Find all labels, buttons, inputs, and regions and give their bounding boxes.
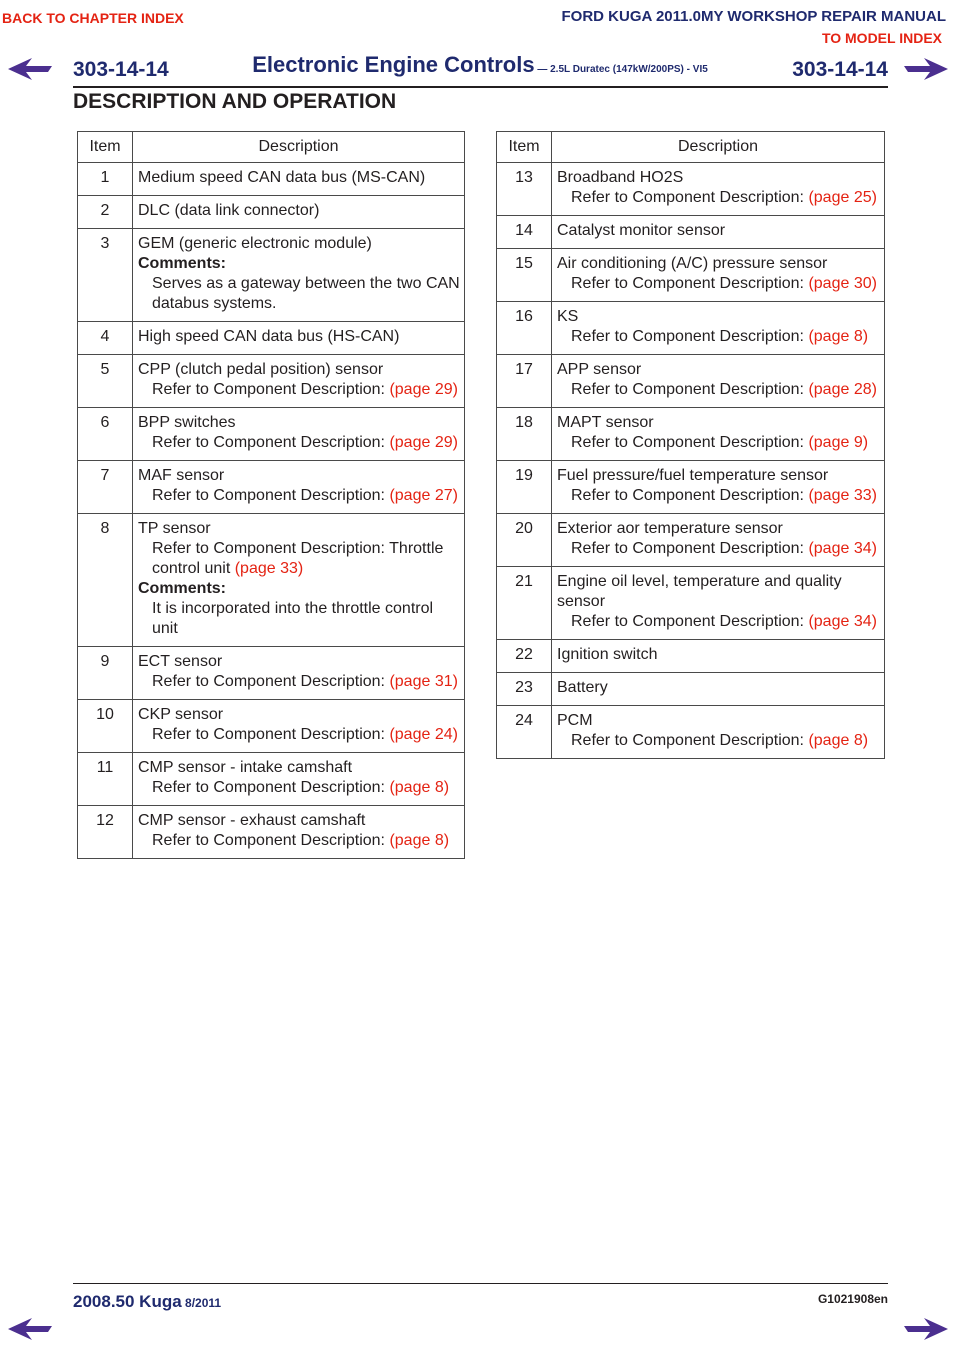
reference-text: Refer to Component Description: (571, 328, 809, 345)
column-header-description: Description (552, 132, 885, 163)
table-row (78, 461, 465, 514)
page-reference-link[interactable]: (page 33) (234, 560, 304, 577)
component-reference (138, 486, 460, 506)
back-to-chapter-index-link[interactable]: BACK TO CHAPTER INDEX (2, 10, 184, 26)
item-description-cell (552, 461, 885, 514)
comments-label: Comments: (138, 580, 227, 597)
reference-text: Refer to Component Description: (152, 381, 390, 398)
item-description: High speed CAN data bus (HS-CAN) (138, 328, 400, 345)
item-description-cell (133, 322, 465, 355)
page-reference-link[interactable]: (page 24) (389, 726, 458, 743)
column-header-item: Item (497, 132, 552, 163)
item-number: 21 (497, 567, 552, 640)
component-reference (557, 539, 880, 559)
page-reference-link[interactable]: (page 29) (389, 434, 458, 451)
reference-text: Refer to Component Description: (152, 832, 390, 849)
table-body-right (497, 163, 885, 759)
reference-text: Refer to Component Description: (571, 381, 809, 398)
item-number: 1 (78, 163, 133, 196)
page-reference-link[interactable]: (page 9) (808, 434, 869, 451)
comment-text: It is incorporated into the throttle control unit (152, 600, 434, 637)
footer-model (73, 1292, 221, 1312)
reference-text: Refer to Component Description: (152, 487, 390, 504)
item-description-cell (133, 163, 465, 196)
description-table-left (77, 131, 465, 859)
component-reference (557, 486, 880, 506)
table-row (497, 408, 885, 461)
item-description: ECT sensor (138, 653, 223, 670)
item-description: Battery (557, 679, 608, 696)
item-description-cell (133, 806, 465, 859)
item-description: Medium speed CAN data bus (MS-CAN) (138, 169, 426, 186)
item-description: CKP sensor (138, 706, 224, 723)
component-reference (557, 731, 880, 751)
component-reference (138, 433, 460, 453)
footer-model-name: 2008.50 Kuga (73, 1292, 182, 1311)
table-row (78, 355, 465, 408)
item-description-cell (133, 700, 465, 753)
item-number: 19 (497, 461, 552, 514)
table-row (497, 163, 885, 216)
page-reference-link[interactable]: (page 27) (389, 487, 458, 504)
table-row (78, 753, 465, 806)
item-description: DLC (data link connector) (138, 202, 320, 219)
item-description: Fuel pressure/fuel temperature sensor (557, 467, 829, 484)
page-number-right: 303-14-14 (792, 58, 888, 81)
page-reference-link[interactable]: (page 34) (808, 613, 877, 630)
item-number: 15 (497, 249, 552, 302)
table-row (497, 355, 885, 408)
table-row (497, 249, 885, 302)
item-description-cell (133, 355, 465, 408)
item-number: 16 (497, 302, 552, 355)
item-description: MAF sensor (138, 467, 225, 484)
item-description-cell (133, 514, 465, 647)
item-description: Catalyst monitor sensor (557, 222, 726, 239)
table-row (497, 216, 885, 249)
reference-text: Refer to Component Description: (152, 434, 390, 451)
item-description: MAPT sensor (557, 414, 654, 431)
footer-divider (73, 1283, 888, 1284)
item-number: 9 (78, 647, 133, 700)
item-number: 11 (78, 753, 133, 806)
table-row (497, 640, 885, 673)
component-reference (557, 327, 880, 347)
item-description: Engine oil level, temperature and quality sensor (557, 573, 842, 610)
table-row (78, 229, 465, 322)
item-description: APP sensor (557, 361, 642, 378)
item-description-cell (552, 249, 885, 302)
column-header-description: Description (133, 132, 465, 163)
reference-text: Refer to Component Description: (152, 673, 390, 690)
reference-text: Refer to Component Description: (571, 275, 809, 292)
reference-text: Refer to Component Description: (152, 779, 390, 796)
item-description-cell (133, 647, 465, 700)
component-reference (557, 380, 880, 400)
item-description-cell (133, 461, 465, 514)
page-reference-link[interactable]: (page 33) (808, 487, 877, 504)
item-description-cell (133, 196, 465, 229)
table-row (497, 706, 885, 759)
table-row (78, 163, 465, 196)
page-heading: DESCRIPTION AND OPERATION (73, 90, 397, 113)
section-title-subtitle: — 2.5L Duratec (147kW/200PS) - VI5 (534, 64, 708, 75)
item-description: CMP sensor - exhaust camshaft (138, 812, 366, 829)
item-description-cell (552, 514, 885, 567)
item-description-cell (552, 216, 885, 249)
item-description-cell (133, 229, 465, 322)
item-number: 6 (78, 408, 133, 461)
item-number: 18 (497, 408, 552, 461)
reference-text: Refer to Component Description: (571, 732, 809, 749)
item-number: 10 (78, 700, 133, 753)
item-number: 8 (78, 514, 133, 647)
manual-title: FORD KUGA 2011.0MY WORKSHOP REPAIR MANUAL (561, 8, 946, 25)
page-reference-link[interactable]: (page 8) (389, 832, 450, 849)
item-description: PCM (557, 712, 593, 729)
page-reference-link[interactable]: (page 8) (808, 732, 869, 749)
item-description: Air conditioning (A/C) pressure sensor (557, 255, 828, 272)
item-description-cell (552, 355, 885, 408)
item-number: 24 (497, 706, 552, 759)
component-reference (138, 778, 460, 798)
table-row (78, 196, 465, 229)
item-number: 17 (497, 355, 552, 408)
reference-text: Refer to Component Description: (571, 540, 809, 557)
component-reference (557, 433, 880, 453)
item-number: 20 (497, 514, 552, 567)
component-reference (138, 672, 460, 692)
item-description: BPP switches (138, 414, 236, 431)
item-number: 2 (78, 196, 133, 229)
description-table-right (496, 131, 885, 759)
reference-text: Refer to Component Description: (571, 189, 809, 206)
table-row (78, 322, 465, 355)
component-reference (138, 831, 460, 851)
item-number: 22 (497, 640, 552, 673)
item-number: 4 (78, 322, 133, 355)
column-header-item: Item (78, 132, 133, 163)
footer-date: 8/2011 (181, 1296, 222, 1310)
next-page-arrow-icon[interactable] (904, 1318, 948, 1340)
item-number: 7 (78, 461, 133, 514)
item-description-cell (133, 408, 465, 461)
page-number-left: 303-14-14 (73, 58, 169, 81)
page-reference-link[interactable]: (page 31) (389, 673, 458, 690)
page-reference-link[interactable]: (page 30) (808, 275, 877, 292)
item-description-cell (133, 753, 465, 806)
page-reference-link[interactable]: (page 28) (808, 381, 877, 398)
page-reference-link[interactable]: (page 29) (389, 381, 458, 398)
item-number: 23 (497, 673, 552, 706)
table-row (497, 673, 885, 706)
component-reference (138, 539, 460, 579)
previous-page-arrow-icon[interactable] (8, 1318, 52, 1340)
reference-text: Refer to Component Description: (152, 726, 390, 743)
item-number: 5 (78, 355, 133, 408)
item-description: CPP (clutch pedal position) sensor (138, 361, 384, 378)
item-description: Exterior aor temperature sensor (557, 520, 783, 537)
item-number: 12 (78, 806, 133, 859)
footer-document-code: G1021908en (817, 1292, 888, 1306)
component-reference (138, 725, 460, 745)
item-description-cell (552, 408, 885, 461)
table-body-left (78, 163, 465, 859)
item-description: TP sensor (138, 520, 211, 537)
reference-text: Refer to Component Description: (571, 613, 809, 630)
table-row (78, 408, 465, 461)
item-description-cell (552, 673, 885, 706)
table-row (78, 647, 465, 700)
reference-text: Refer to Component Description: Throttle control unit (152, 540, 444, 577)
item-description: CMP sensor - intake camshaft (138, 759, 353, 776)
comments-label: Comments: (138, 255, 227, 272)
item-number: 3 (78, 229, 133, 322)
page-reference-link[interactable]: (page 8) (389, 779, 450, 796)
section-title-main: Electronic Engine Controls (252, 52, 535, 77)
page-reference-link[interactable]: (page 8) (808, 328, 869, 345)
reference-text: Refer to Component Description: (571, 434, 809, 451)
item-description-cell (552, 640, 885, 673)
component-reference (557, 612, 880, 632)
item-description: Ignition switch (557, 646, 658, 663)
reference-text: Refer to Component Description: (571, 487, 809, 504)
item-description-cell (552, 163, 885, 216)
item-number: 14 (497, 216, 552, 249)
item-description-cell (552, 302, 885, 355)
table-row (497, 514, 885, 567)
page-reference-link[interactable]: (page 34) (808, 540, 877, 557)
item-description-cell (552, 706, 885, 759)
header-divider (73, 86, 888, 88)
table-row (78, 514, 465, 647)
to-model-index-link[interactable]: TO MODEL INDEX (821, 30, 942, 46)
component-reference (138, 380, 460, 400)
table-row (497, 461, 885, 514)
component-reference (557, 188, 880, 208)
table-row (78, 700, 465, 753)
table-row (78, 806, 465, 859)
item-number: 13 (497, 163, 552, 216)
item-description: Broadband HO2S (557, 169, 684, 186)
table-row (497, 567, 885, 640)
component-reference (557, 274, 880, 294)
item-description: KS (557, 308, 579, 325)
comment-text: Serves as a gateway between the two CAN databus systems. (152, 275, 460, 312)
item-description: GEM (generic electronic module) (138, 235, 372, 252)
item-description-cell (552, 567, 885, 640)
page-reference-link[interactable]: (page 25) (808, 189, 877, 206)
table-row (497, 302, 885, 355)
